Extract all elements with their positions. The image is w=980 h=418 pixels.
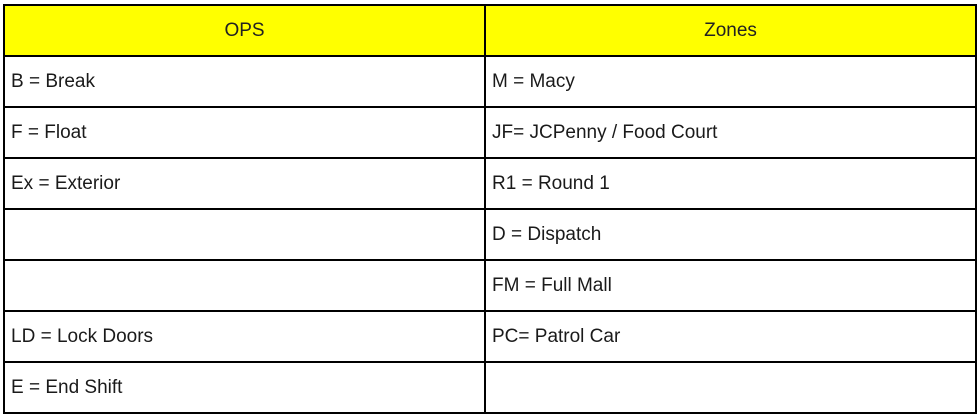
zones-cell: M = Macy <box>485 56 976 107</box>
zones-cell <box>485 362 976 413</box>
ops-cell <box>4 260 485 311</box>
ops-header: OPS <box>4 5 485 56</box>
ops-cell: LD = Lock Doors <box>4 311 485 362</box>
ops-cell <box>4 209 485 260</box>
zones-cell: FM = Full Mall <box>485 260 976 311</box>
ops-cell: F = Float <box>4 107 485 158</box>
header-row <box>4 5 976 56</box>
table-row <box>4 362 976 413</box>
zones-cell: JF= JCPenny / Food Court <box>485 107 976 158</box>
ops-zones-legend-table <box>3 4 977 414</box>
table-row <box>4 107 976 158</box>
ops-cell: Ex = Exterior <box>4 158 485 209</box>
table-row <box>4 260 976 311</box>
table-row <box>4 209 976 260</box>
table-row <box>4 158 976 209</box>
table-row <box>4 56 976 107</box>
zones-cell: D = Dispatch <box>485 209 976 260</box>
table-row <box>4 311 976 362</box>
ops-cell: B = Break <box>4 56 485 107</box>
zones-cell: R1 = Round 1 <box>485 158 976 209</box>
ops-cell: E = End Shift <box>4 362 485 413</box>
zones-header: Zones <box>485 5 976 56</box>
zones-cell: PC= Patrol Car <box>485 311 976 362</box>
